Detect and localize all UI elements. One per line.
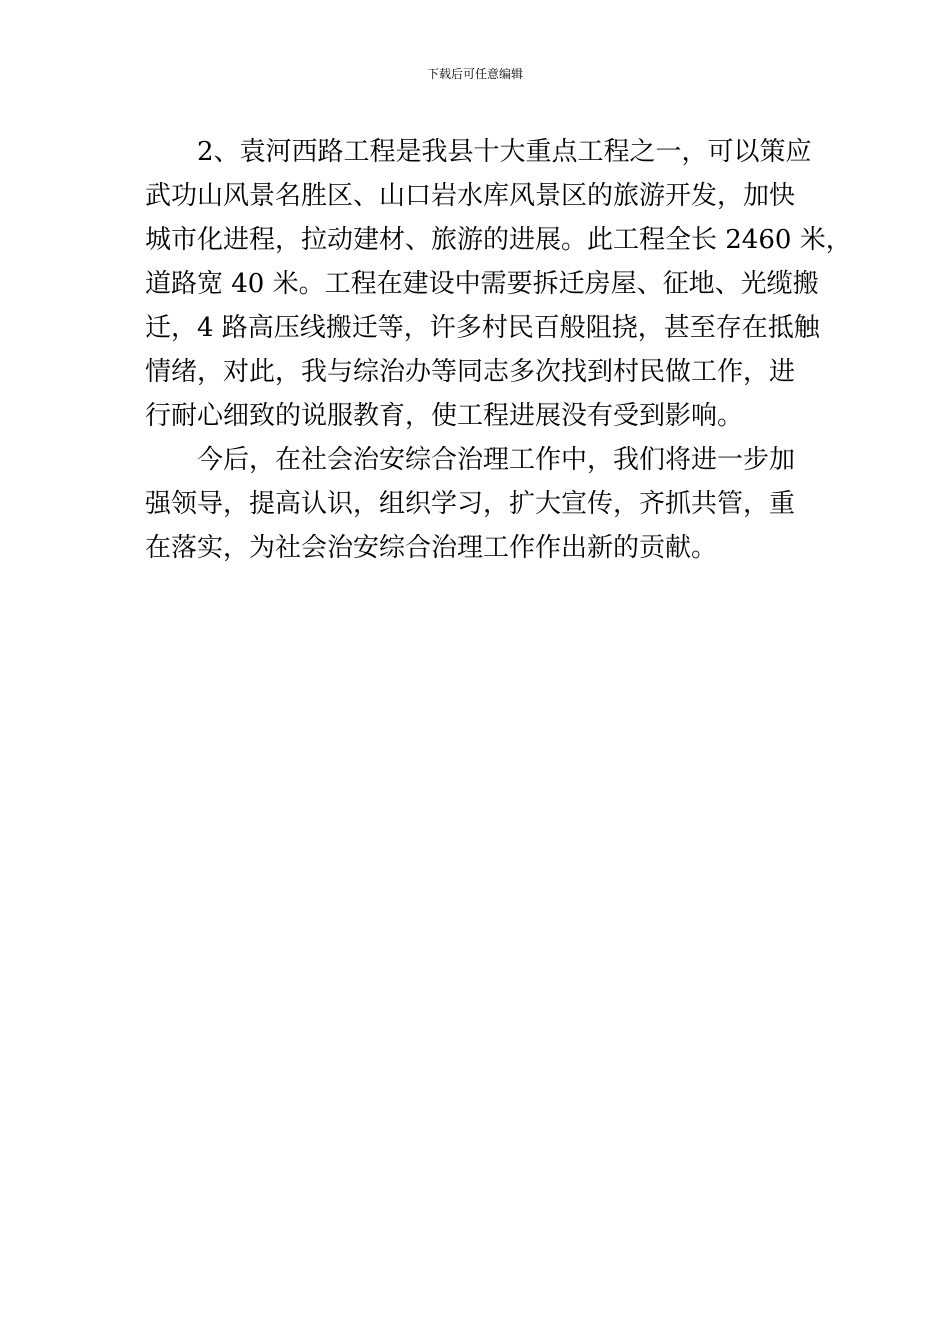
paragraph-line: 道路宽 40 米。工程在建设中需要拆迁房屋、征地、光缆搬 bbox=[145, 269, 819, 299]
document-body bbox=[145, 130, 852, 570]
paragraph-line: 武功山风景名胜区、山口岩水库风景区的旅游开发，加快 bbox=[145, 181, 796, 211]
paragraph-conclusion bbox=[145, 438, 810, 570]
paragraph-project bbox=[145, 130, 852, 438]
header-note: 下载后可任意编辑 bbox=[426, 67, 523, 81]
paragraph-line: 2、袁河西路工程是我县十大重点工程之一，可以策应 bbox=[197, 137, 812, 167]
paragraph-line: 情绪，对此，我与综治办等同志多次找到村民做工作，进 bbox=[145, 357, 796, 387]
paragraph-line: 强领导，提高认识，组织学习，扩大宣传，齐抓共管，重 bbox=[145, 489, 796, 519]
paragraph-line: 今后，在社会治安综合治理工作中，我们将进一步加 bbox=[197, 445, 796, 475]
paragraph-line: 迁，4 路高压线搬迁等，许多村民百般阻挠，甚至存在抵触 bbox=[145, 313, 820, 343]
paragraph-line: 在落实，为社会治安综合治理工作作出新的贡献。 bbox=[145, 533, 718, 563]
paragraph-line: 城市化进程，拉动建材、旅游的进展。此工程全长 2460 米， bbox=[145, 225, 852, 255]
paragraph-line: 行耐心细致的说服教育，使工程进展没有受到影响。 bbox=[145, 401, 744, 431]
